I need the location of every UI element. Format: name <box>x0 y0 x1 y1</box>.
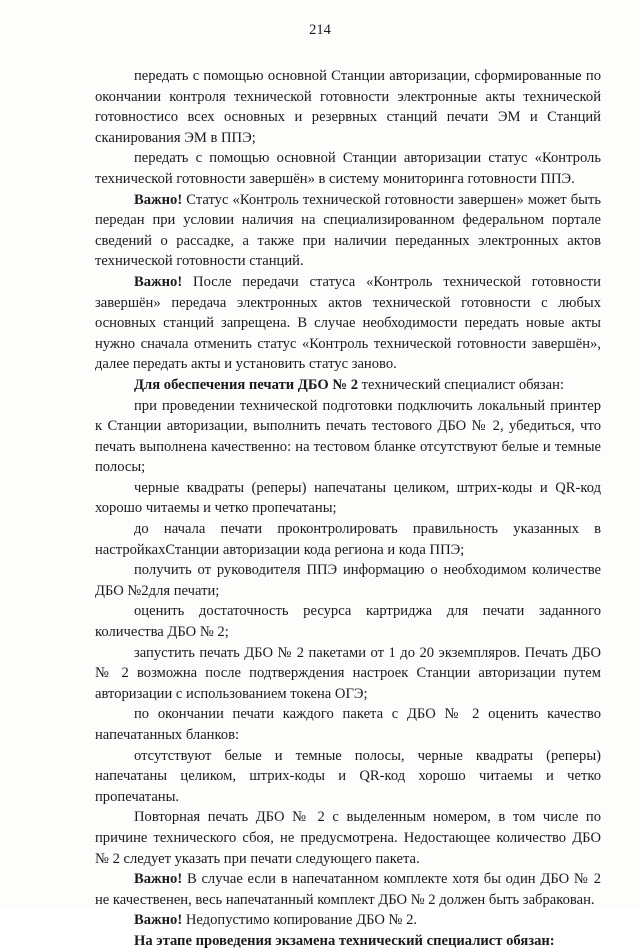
paragraph-text: при проведении технической подготовки подключить локальный принтер к Станции авторизации, выполнить печать тестового ДБО № 2, убедиться, что печать выполнена качественно: на тестовом бланке отсутствуют белые и темные полосы; <box>95 397 601 476</box>
paragraph-text: передать с помощью основной Станции авторизации, сформированные по окончании контроля технической готовности электронные акты технической готовностисо всех основных и резервных станций печати ЭМ и Станций сканирования ЭМ в ППЭ; <box>95 68 601 146</box>
paragraph-text: технический специалист обязан: <box>358 376 565 393</box>
paragraph <box>95 272 601 375</box>
paragraph-text: черные квадраты (реперы) напечатаны целиком, штрих-коды и QR-код хорошо читаемы и четко пропечатаны; <box>95 479 601 517</box>
paragraph-lead: Для обеспечения печати ДБО № 2 <box>134 376 358 393</box>
paragraph <box>95 375 601 396</box>
paragraph <box>95 601 601 642</box>
paragraph-lead: Важно! <box>134 871 183 888</box>
paragraph-lead: На этапе проведения экзамена технический специалист обязан: <box>134 932 555 949</box>
paragraph <box>95 931 601 952</box>
paragraph-lead: Важно! <box>134 912 183 929</box>
paragraph <box>95 396 601 478</box>
paragraph <box>95 478 601 519</box>
page-number: 214 <box>309 22 331 38</box>
paragraph <box>95 519 601 560</box>
paragraph-text: Статус «Контроль технической готовности завершен» может быть передан при условии наличия на специализированном федеральном портале сведений о рассадке, а также при наличии переданных электронных актов технической готовности станций. <box>95 191 601 270</box>
paragraph-text: После передачи статуса «Контроль технической готовности завершён» передача электронных актов технической готовности с любых основных станций запрещена. В случае необходимости передать новые акты нужно сначала отменить статус «Контроль технической готовности завершён», далее передать акты и установить статус заново. <box>95 273 601 373</box>
paragraph-text: по окончании печати каждого пакета с ДБО № 2 оценить качество напечатанных бланков: <box>95 706 601 743</box>
paragraph <box>95 910 601 931</box>
paragraph <box>95 643 601 705</box>
paragraph <box>95 190 601 272</box>
paragraph-text: передать с помощью основной Станции авторизации статус «Контроль технической готовности завершён» в систему мониторинга готовности ППЭ. <box>95 150 601 187</box>
page-body <box>95 66 601 952</box>
paragraph <box>95 148 601 189</box>
paragraph <box>95 869 601 910</box>
paragraph-text: до начала печати проконтролировать правильность указанных в настройкахСтанции авторизации кода региона и кода ППЭ; <box>95 521 601 558</box>
paragraph <box>95 560 601 601</box>
paragraph-text: В случае если в напечатанном комплекте хотя бы один ДБО № 2 не качественен, весь напечатанный комплект ДБО № 2 должен быть забракован. <box>95 871 601 908</box>
paragraph-lead: Важно! <box>134 191 183 208</box>
paragraph-text: запустить печать ДБО № 2 пакетами от 1 до 20 экземпляров. Печать ДБО № 2 возможна после подтверждения настроек Станции авторизации путем авторизации с использованием токена ОГЭ; <box>95 644 601 702</box>
paragraph <box>95 746 601 808</box>
paragraph-lead: Важно! <box>134 273 183 290</box>
paragraph <box>95 704 601 745</box>
paragraph-text: получить от руководителя ППЭ информацию о необходимом количестве ДБО №2для печати; <box>95 562 601 599</box>
paragraph-text: оценить достаточность ресурса картриджа для печати заданного количества ДБО № 2; <box>95 603 601 641</box>
paragraph-text: отсутствуют белые и темные полосы, черные квадраты (реперы) напечатаны целиком, штрих-коды и QR-код хорошо читаемы и четко пропечатаны. <box>95 747 601 805</box>
paragraph <box>95 66 601 148</box>
paragraph-text: Недопустимо копирование ДБО № 2. <box>182 912 418 929</box>
paragraph <box>95 807 601 869</box>
paragraph-text: Повторная печать ДБО № 2 с выделенным номером, в том числе по причине технического сбоя, не предусмотрена. Недостающее количество ДБО № 2 следует указать при печати следующего пакета. <box>95 809 601 867</box>
